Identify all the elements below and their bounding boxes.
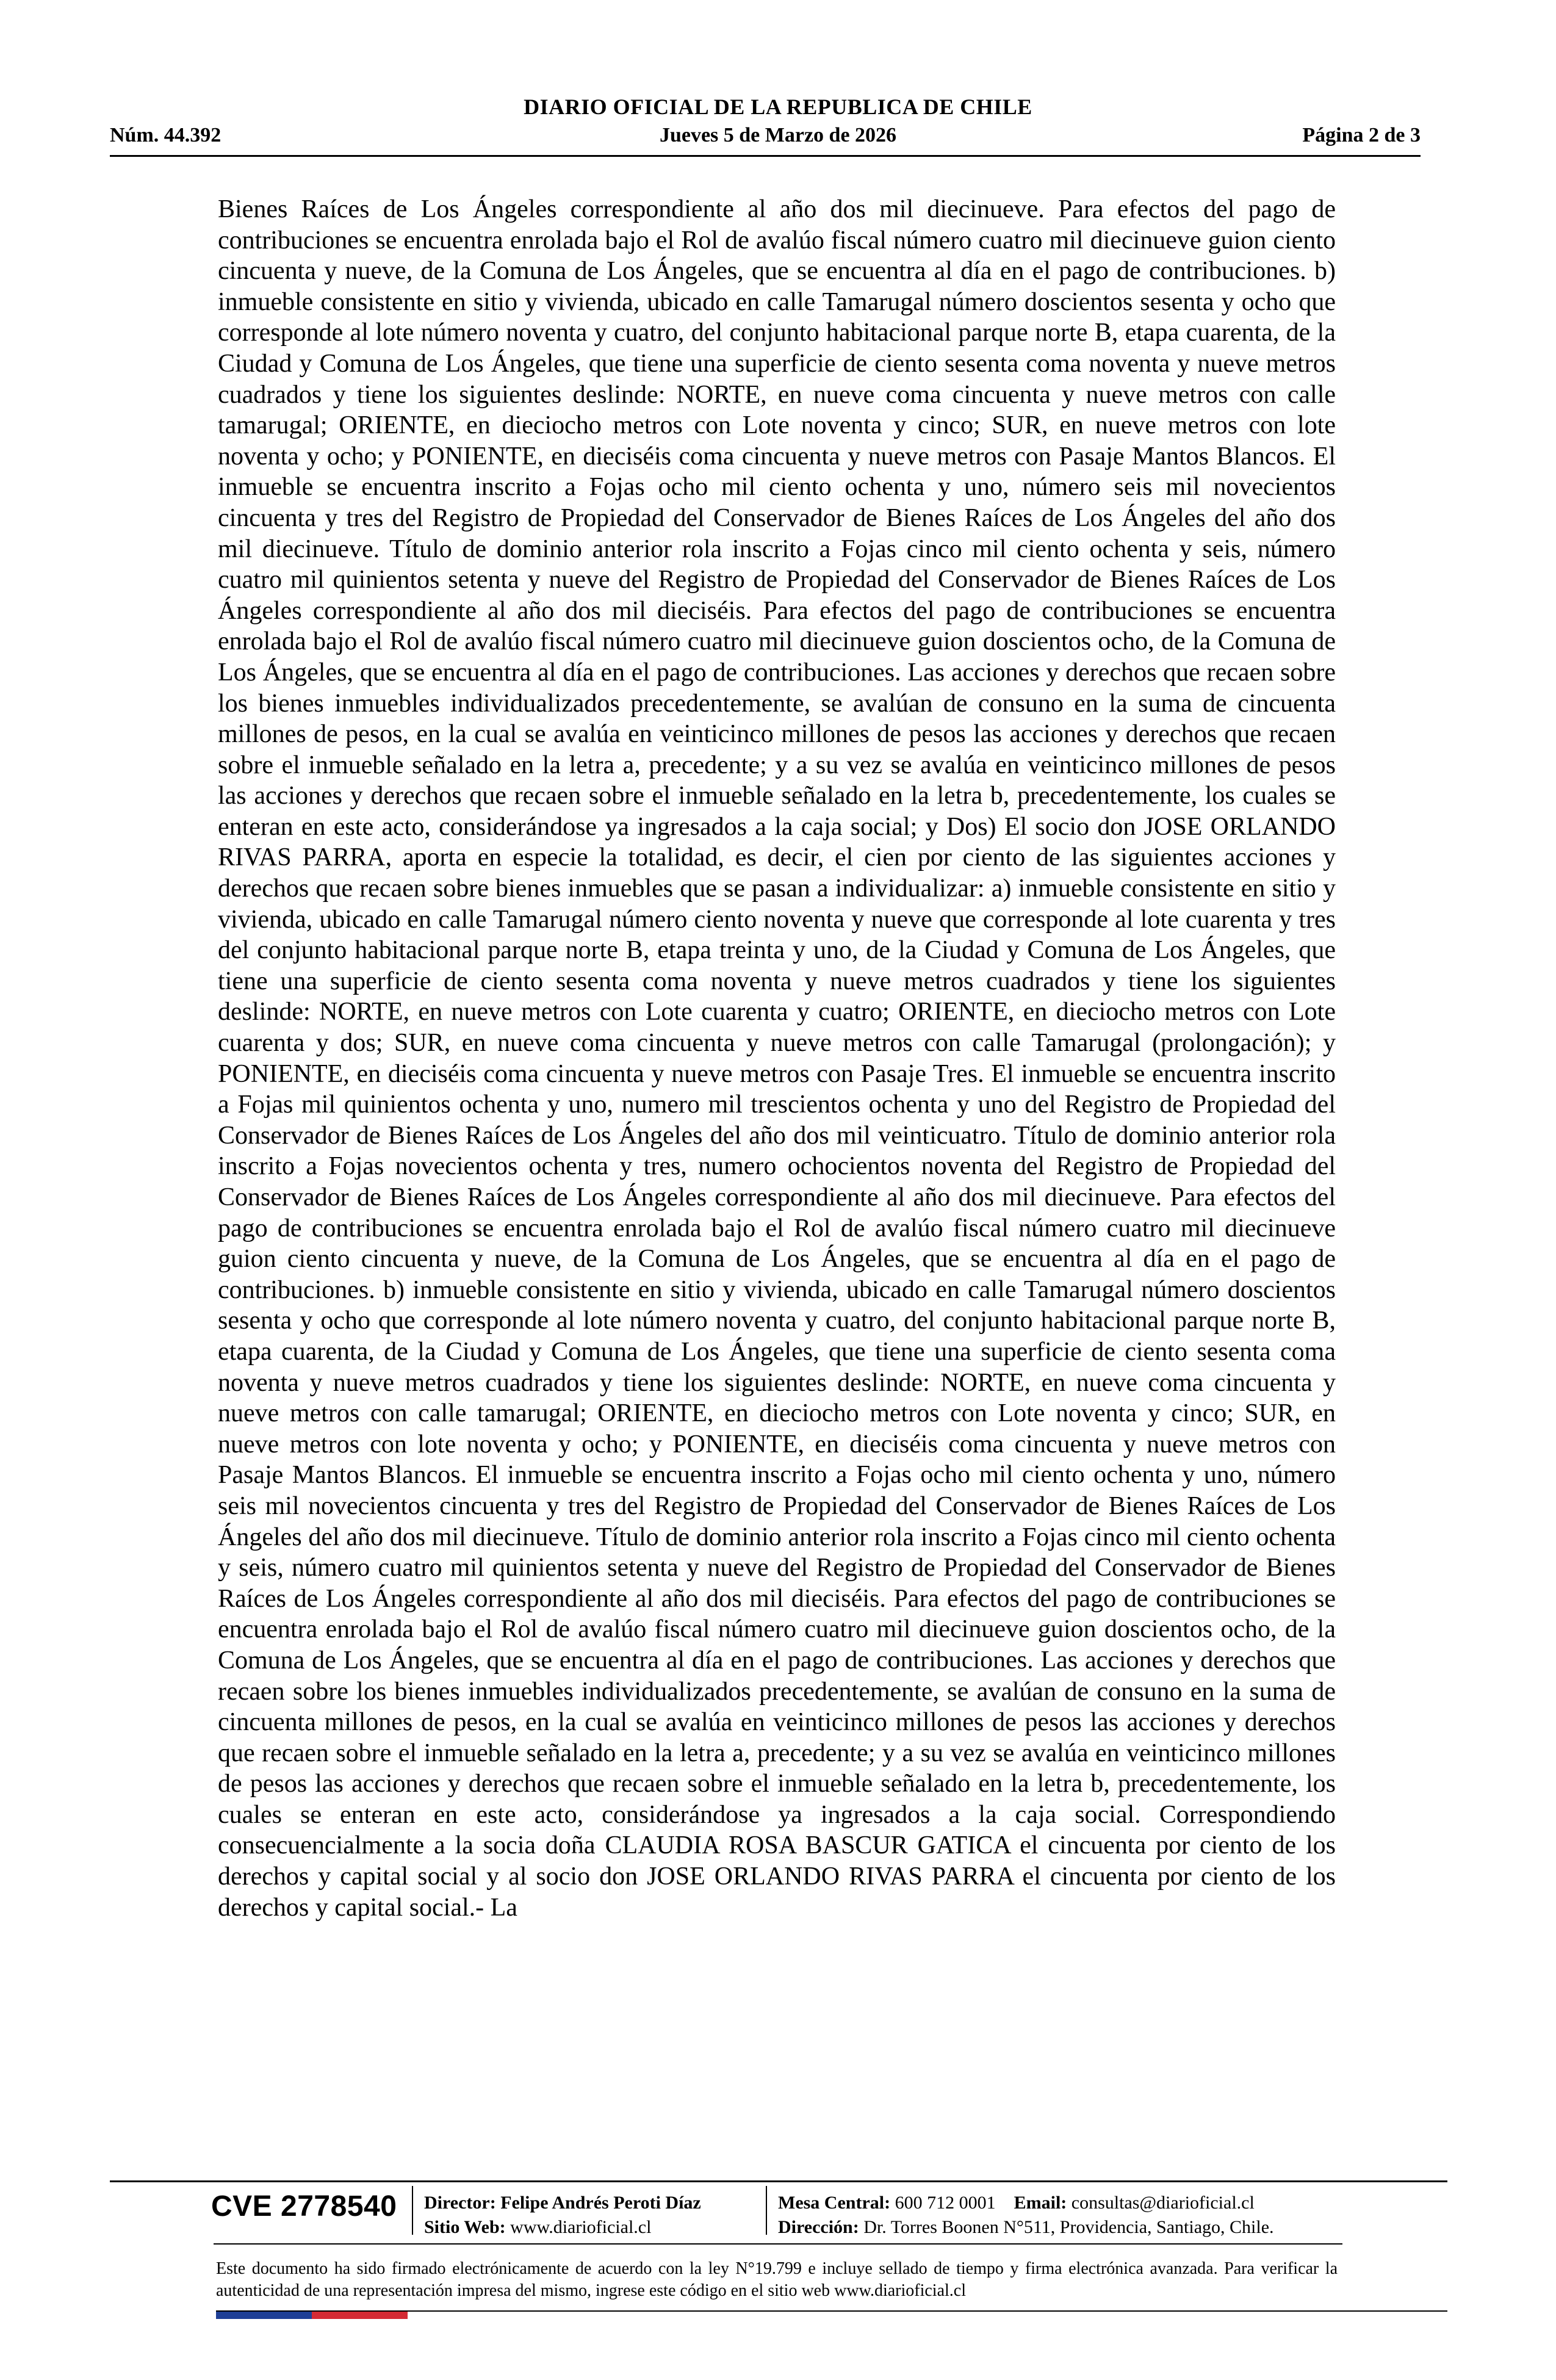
issue-date: Jueves 5 de Marzo de 2026 (659, 124, 897, 146)
page-indicator: Página 2 de 3 (1302, 124, 1421, 146)
electronic-signature-note: Este documento ha sido firmado electrónicamente de acuerdo con la ley N°19.799 e incluye sellado de tiempo y firma electrónica avanzada. Para verificar la autenticidad de una representación impresa del mismo, ingrese este código en el sitio web www.diarioficial.cl (216, 2259, 1338, 2300)
director-label: Director: Felipe Andrés Peroti Díaz (424, 2193, 701, 2213)
footer-contact-block (778, 2191, 1274, 2240)
website-label: Sitio Web: (424, 2217, 506, 2237)
footer-director-block (424, 2191, 701, 2240)
flag-red-stripe (312, 2312, 408, 2319)
header-divider (110, 155, 1421, 157)
website-link[interactable]: www.diarioficial.cl (510, 2217, 652, 2237)
email-link[interactable]: consultas@diarioficial.cl (1071, 2193, 1255, 2213)
footer-separator (766, 2186, 767, 2235)
address-label: Dirección: (778, 2217, 859, 2237)
address-value: Dr. Torres Boonen N°511, Providencia, Santiago, Chile. (863, 2217, 1274, 2237)
mesa-phone: 600 712 0001 (895, 2193, 996, 2213)
cve-code: CVE 2778540 (211, 2190, 397, 2223)
body-paragraph: Bienes Raíces de Los Ángeles correspondiente al año dos mil diecinueve. Para efectos del pago de contribuciones se encuentra enrolada bajo el Rol de avalúo fiscal número cuatro mil diecinueve guion ciento cincuenta y nueve, de la Comuna de Los Ángeles, que se encuentra al día en el pago de contribuciones. b) inmueble consistente en sitio y vivienda, ubicado en calle Tamarugal número doscientos sesenta y ocho que corresponde al lote número noventa y cuatro, del conjunto habitacional parque norte B, etapa cuarenta, de la Ciudad y Comuna de Los Ángeles, que tiene una superficie de ciento sesenta coma noventa y nueve metros cuadrados y tiene los siguientes deslinde: NORTE, en nueve coma cincuenta y nueve metros con calle tamarugal; ORIENTE, en dieciocho metros con Lote noventa y cinco; SUR, en nueve metros con lote noventa y ocho; y PONIENTE, en dieciséis coma cincuenta y nueve metros con Pasaje Mantos Blancos. El inmueble se encuentra inscrito a Fojas ocho mil ciento ochenta y uno, número seis mil novecientos cincuenta y tres del Registro de Propiedad del Conservador de Bienes Raíces de Los Ángeles del año dos mil diecinueve. Título de dominio anterior rola inscrito a Fojas cinco mil ciento ochenta y seis, número cuatro mil quinientos setenta y nueve del Registro de Propiedad del Conservador de Bienes Raíces de Los Ángeles correspondiente al año dos mil dieciséis. Para efectos del pago de contribuciones se encuentra enrolada bajo el Rol de avalúo fiscal número cuatro mil diecinueve guion doscientos ocho, de la Comuna de Los Ángeles, que se encuentra al día en el pago de contribuciones. Las acciones y derechos que recaen sobre los bienes inmuebles individualizados precedentemente, se avalúan de consuno en la suma de cincuenta millones de pesos, en la cual se avalúa en veinticinco millones de pesos las acciones y derechos que recaen sobre el inmueble señalado en la letra a, precedente; y a su vez se avalúa en veinticinco millones de pesos las acciones y derechos que recaen sobre el inmueble señalado en la letra b, precedentemente, los cuales se enteran en este acto, considerándose ya ingresados a la caja social; y Dos) El socio don JOSE ORLANDO RIVAS PARRA, aporta en especie la totalidad, es decir, el cien por ciento de las siguientes acciones y derechos que recaen sobre bienes inmuebles que se pasan a individualizar: a) inmueble consistente en sitio y vivienda, ubicado en calle Tamarugal número ciento noventa y nueve que corresponde al lote cuarenta y tres del conjunto habitacional parque norte B, etapa treinta y uno, de la Ciudad y Comuna de Los Ángeles, que tiene una superficie de ciento sesenta coma noventa y nueve metros cuadrados y tiene los siguientes deslinde: NORTE, en nueve metros con Lote cuarenta y cuatro; ORIENTE, en dieciocho metros con Lote cuarenta y dos; SUR, en nueve coma cincuenta y nueve metros con calle Tamarugal (prolongación); y PONIENTE, en dieciséis coma cincuenta y nueve metros con Pasaje Tres. El inmueble se encuentra inscrito a Fojas mil quinientos ochenta y uno, numero mil trescientos ochenta y uno del Registro de Propiedad del Conservador de Bienes Raíces de Los Ángeles del año dos mil veinticuatro. Título de dominio anterior rola inscrito a Fojas novecientos ochenta y tres, numero ochocientos noventa del Registro de Propiedad del Conservador de Bienes Raíces de Los Ángeles correspondiente al año dos mil diecinueve. Para efectos del pago de contribuciones se encuentra enrolada bajo el Rol de avalúo fiscal número cuatro mil diecinueve guion ciento cincuenta y nueve, de la Comuna de Los Ángeles, que se encuentra al día en el pago de contribuciones. b) inmueble consistente en sitio y vivienda, ubicado en calle Tamarugal número doscientos sesenta y ocho que corresponde al lote número noventa y cuatro, del conjunto habitacional parque norte B, etapa cuarenta, de la Ciudad y Comuna de Los Ángeles, que tiene una superficie de ciento sesenta coma noventa y nueve metros cuadrados y tiene los siguientes deslinde: NORTE, en nueve coma cincuenta y nueve metros con calle tamarugal; ORIENTE, en dieciocho metros con Lote noventa y cinco; SUR, en nueve metros con lote noventa y ocho; y PONIENTE, en dieciséis coma cincuenta y nueve metros con Pasaje Mantos Blancos. El inmueble se encuentra inscrito a Fojas ocho mil ciento ochenta y uno, número seis mil novecientos cincuenta y tres del Registro de Propiedad del Conservador de Bienes Raíces de Los Ángeles del año dos mil diecinueve. Título de dominio anterior rola inscrito a Fojas cinco mil ciento ochenta y seis, número cuatro mil quinientos setenta y nueve del Registro de Propiedad del Conservador de Bienes Raíces de Los Ángeles correspondiente al año dos mil dieciséis. Para efectos del pago de contribuciones se encuentra enrolada bajo el Rol de avalúo fiscal número cuatro mil diecinueve guion doscientos ocho, de la Comuna de Los Ángeles, que se encuentra al día en el pago de contribuciones. Las acciones y derechos que recaen sobre los bienes inmuebles individualizados precedentemente, se avalúan de consuno en la suma de cincuenta millones de pesos, en la cual se avalúa en veinticinco millones de pesos las acciones y derechos que recaen sobre el inmueble señalado en la letra a, precedente; y a su vez se avalúa en veinticinco millones de pesos las acciones y derechos que recaen sobre el inmueble señalado en la letra b, precedentemente, los cuales se enteran en este acto, considerándose ya ingresados a la caja social. Correspondiendo consecuencialmente a la socia doña CLAUDIA ROSA BASCUR GATICA el cincuenta por ciento de los derechos y capital social y al socio don JOSE ORLANDO RIVAS PARRA el cincuenta por ciento de los derechos y capital social.- La (218, 195, 1336, 1922)
email-label: Email: (1014, 2193, 1067, 2213)
publication-title: DIARIO OFICIAL DE LA REPUBLICA DE CHILE (524, 95, 1032, 119)
footer-divider-top (110, 2180, 1447, 2182)
body-text (218, 194, 1336, 1923)
footer-separator (412, 2186, 413, 2235)
flag-blue-stripe (216, 2312, 312, 2319)
mesa-label: Mesa Central: (778, 2193, 891, 2213)
footer-divider-middle (214, 2243, 1342, 2245)
issue-number: Núm. 44.392 (110, 124, 222, 146)
chile-flag-bar (216, 2312, 408, 2319)
